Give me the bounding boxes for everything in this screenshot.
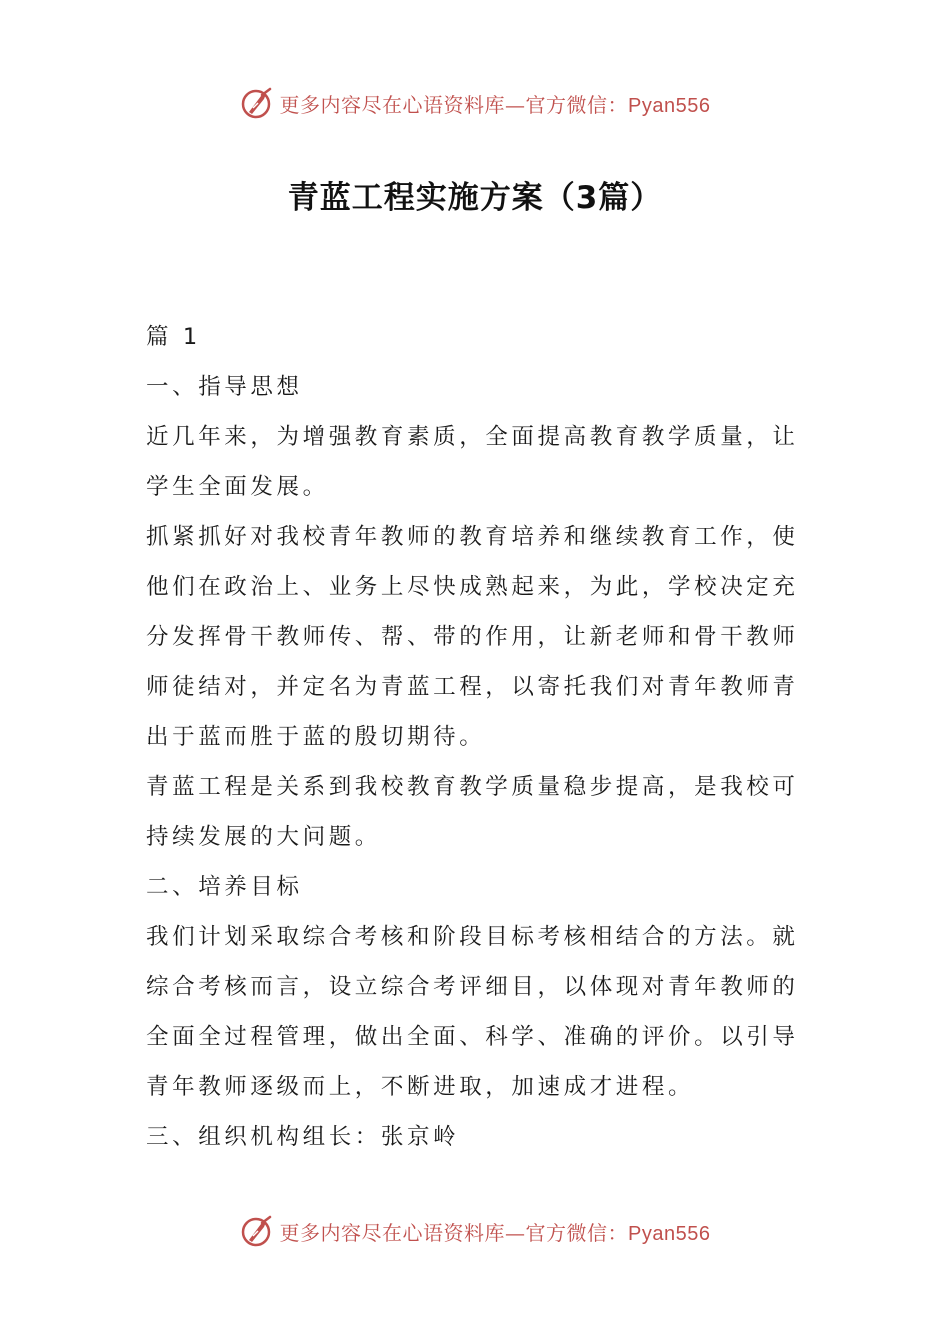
body-paragraph: 我们计划采取综合考核和阶段目标考核相结合的方法。就综合考核而言，设立综合考评细目，以体现对青年教师的全面全过程管理，做出全面、科学、准确的评价。以引导青年教师逐级而上，不断进取，加速成才进程。 (146, 924, 799, 1100)
body-paragraph: 青蓝工程是关系到我校教育教学质量稳步提高，是我校可持续发展的大问题。 (146, 774, 799, 850)
body-paragraph: 抓紧抓好对我校青年教师的教育培养和继续教育工作，使他们在政治上、业务上尽快成熟起来，为此，学校决定充分发挥骨干教师传、帮、带的作用，让新老师和骨干教师师徒结对，并定名为青蓝工程，以寄托我们对青年教师青出于蓝而胜于蓝的殷切期待。 (146, 524, 799, 750)
footer-banner (0, 1206, 950, 1256)
banner-wechat-id: Pyan556 (628, 94, 711, 117)
banner-slogan: 更多内容尽在心语资料库—官方微信： (279, 1220, 629, 1245)
subsection-heading: 一、指导思想 (146, 374, 303, 400)
subsection-heading: 二、培养目标 (146, 874, 303, 900)
body-paragraph: 近几年来，为增强教育素质，全面提高教育教学质量，让学生全面发展。 (146, 424, 799, 500)
banner-slogan: 更多内容尽在心语资料库—官方微信： (279, 92, 629, 117)
header-banner (0, 78, 950, 128)
document-body (146, 312, 806, 1162)
pen-nib-logo-icon (240, 1214, 274, 1248)
subsection-heading: 三、组织机构组长：张京岭 (146, 1124, 460, 1150)
section-heading: 篇 1 (146, 324, 201, 350)
pen-nib-logo-icon (240, 86, 274, 120)
banner-wechat-id: Pyan556 (628, 1222, 711, 1245)
banner-text (280, 1217, 711, 1246)
banner-text (280, 89, 711, 118)
document-title: 青蓝工程实施方案（3篇） (287, 180, 663, 216)
